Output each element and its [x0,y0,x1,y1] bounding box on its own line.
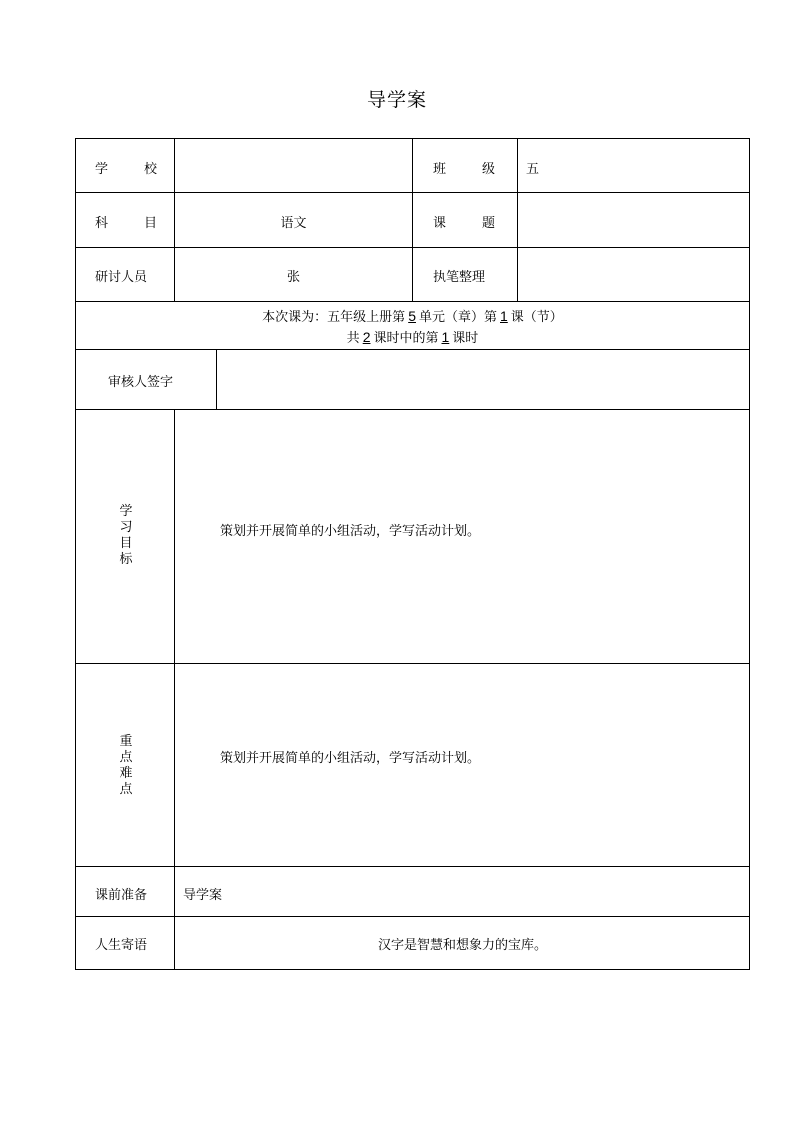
period-number: 1 [441,329,450,345]
subject-value: 语文 [280,216,307,231]
row-divider [75,866,750,867]
class-label: 班 级 [433,162,495,177]
topic-label: 课 题 [433,216,495,231]
writer-label: 执笔整理 [433,270,486,285]
researcher-label: 研讨人员 [95,270,148,285]
total-periods: 2 [362,329,371,345]
column-divider [517,138,518,301]
goals-label: 学 习 目 标 [119,504,133,567]
column-divider [216,349,217,409]
row-divider [75,409,750,410]
column-divider [412,138,413,301]
page-title: 导学案 [366,89,427,111]
lesson-info-line1: 本次课为：五年级上册第 5 单元（章）第 1 课（节） [262,308,563,325]
motto-label: 人生寄语 [95,938,148,953]
lesson-number: 1 [500,308,508,324]
school-label: 学 校 [95,162,157,177]
researcher-value: 张 [286,270,300,285]
row-divider [75,301,750,302]
motto-value: 汉字是智慧和想象力的宝库。 [377,938,547,953]
subject-label: 科 目 [95,216,157,231]
reviewer-label: 审核人签字 [108,375,174,390]
class-value: 五 [526,162,540,177]
unit-number: 5 [408,308,416,324]
column-divider [174,409,175,970]
prep-label: 课前准备 [95,888,148,903]
prep-value: 导学案 [183,888,223,903]
key-points-text: 策划并开展简单的小组活动，学写活动计划。 [220,751,481,766]
row-divider [75,349,750,350]
row-divider [75,916,750,917]
row-divider [75,663,750,664]
key-points-label: 重 点 难 点 [119,734,133,797]
goals-text: 策划并开展简单的小组活动，学写活动计划。 [220,524,481,539]
lesson-info-line2: 共 2 课时中的第 1 课时 [346,329,479,346]
